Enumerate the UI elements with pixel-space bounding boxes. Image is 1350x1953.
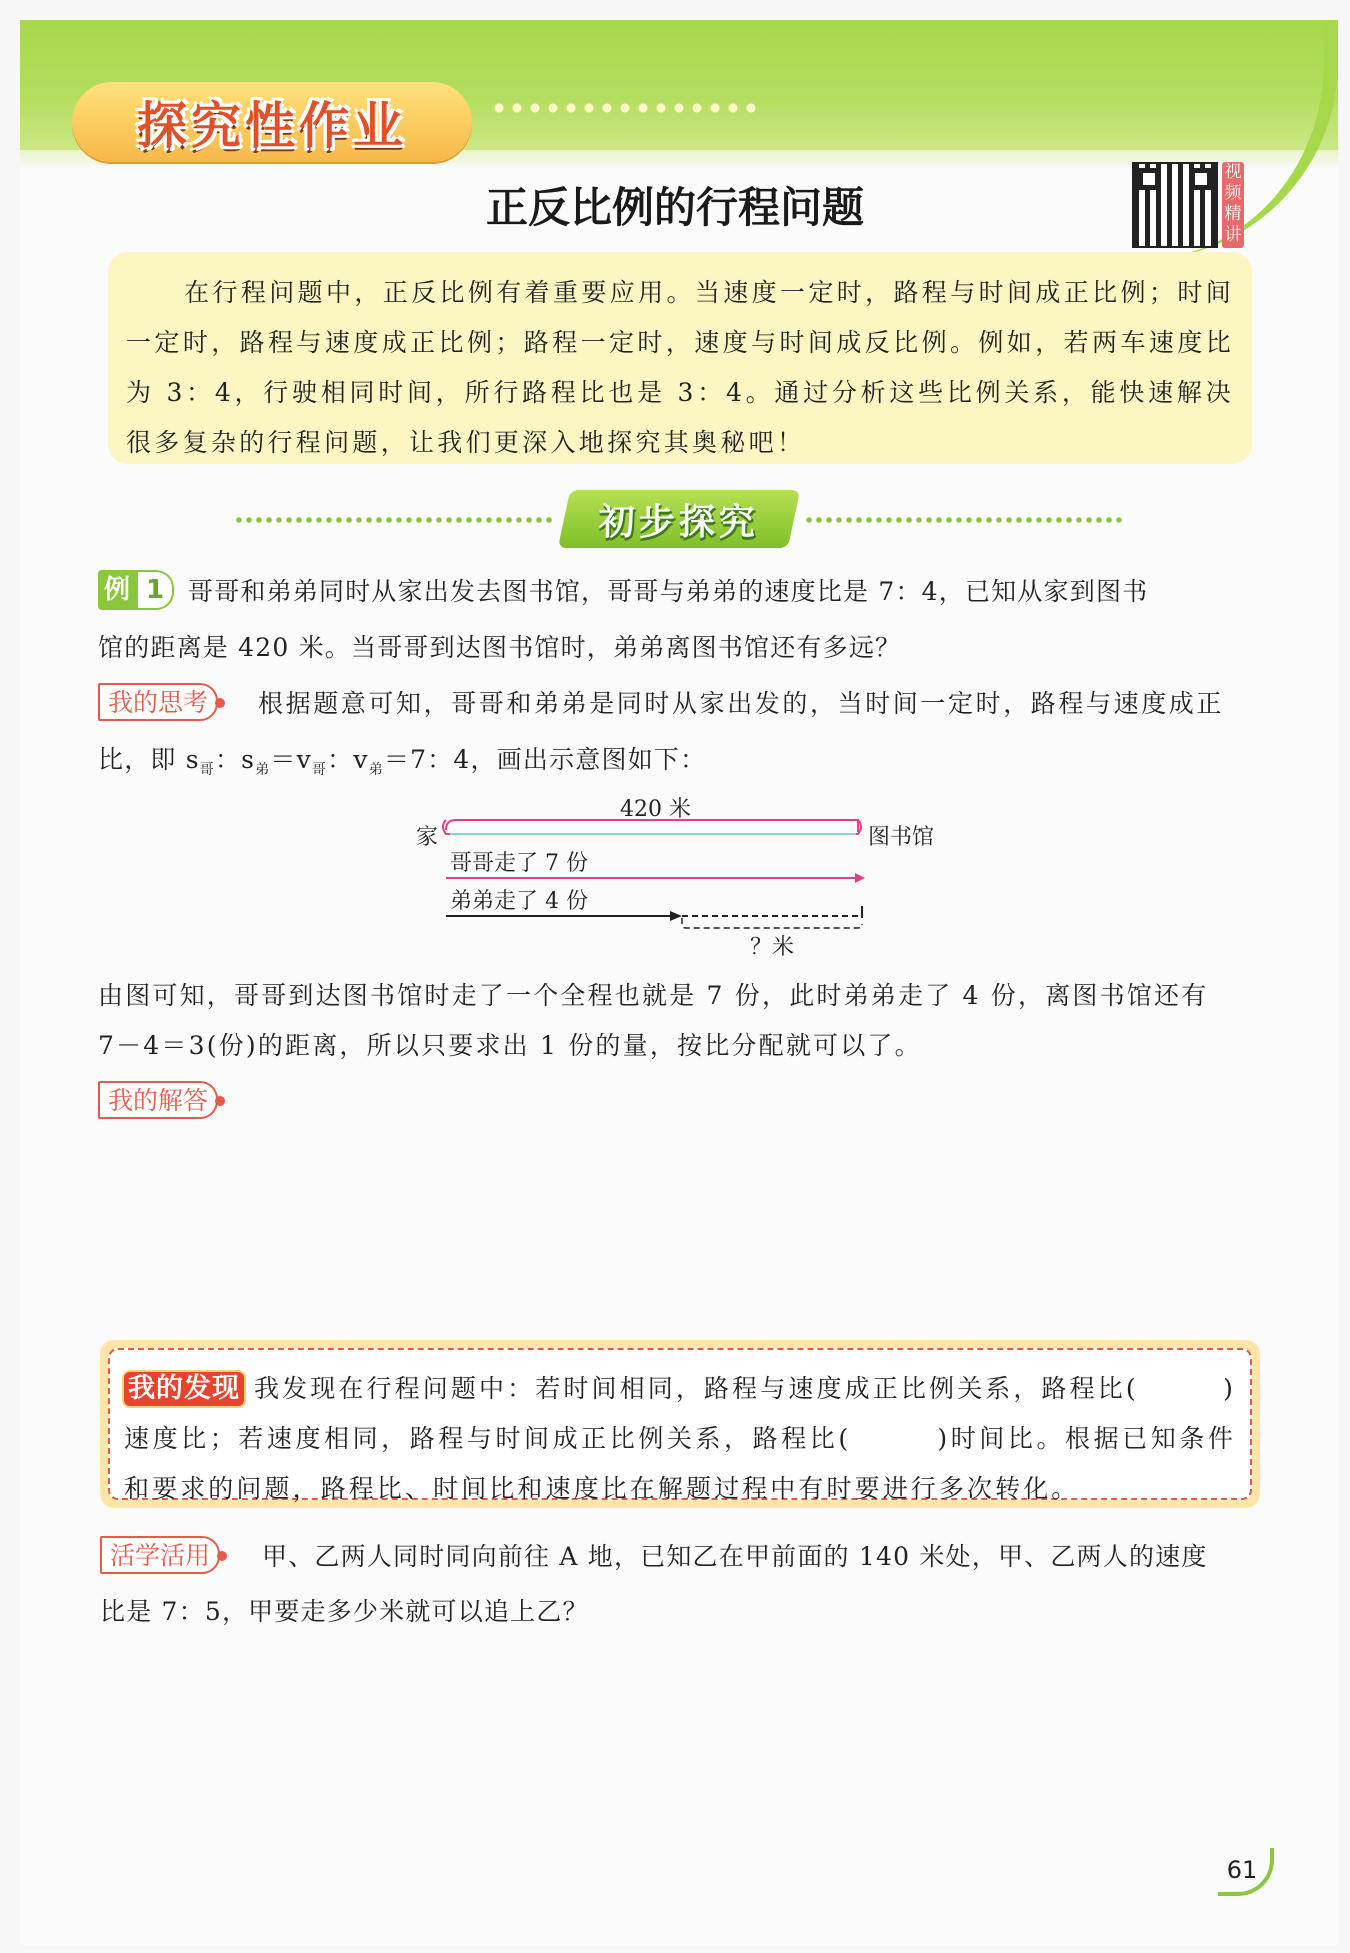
section-badge-label: 探究性作业: [137, 97, 407, 155]
younger-arrowhead: [670, 911, 682, 921]
qr-code-icon[interactable]: [1132, 162, 1218, 248]
practice-answer-area[interactable]: [98, 1640, 1258, 1830]
answer-area[interactable]: [98, 1130, 1258, 1320]
younger-label: 弟弟走了 4 份: [450, 889, 588, 914]
discovery-tag: 我的发现: [124, 1372, 244, 1406]
intro-text: 在行程问题中，正反比例有着重要应用。当速度一定时，路程与时间成正比例；时间一定时，路程与速度成正比例；路程一定时，速度与时间成反比例。例如，若两车速度比为 3：4，行驶相同时间，所行路程比也是 3：4。通过分析这些比例关系，能快速解决很多复杂的行程问题，让我们更深入地探究其奥秘吧！: [126, 278, 1234, 457]
answer-tag: 我的解答: [98, 1081, 218, 1119]
section-badge: [72, 82, 472, 162]
page-title: 正反比例的行程问题: [485, 183, 864, 232]
decorative-dots: [490, 102, 760, 114]
analysis-line-1: 由图可知，哥哥到达图书馆时走了一个全程也就是 7 份，此时弟弟走了 4 份，离图书馆还有: [98, 981, 1209, 1010]
start-label: 家: [416, 825, 439, 850]
discovery-inner: [108, 1348, 1252, 1503]
subsection-title: 初步探究: [598, 501, 759, 543]
dotted-divider-right: [804, 517, 1124, 523]
practice-tag: 活学活用: [100, 1536, 220, 1574]
page-number: 61: [1226, 1856, 1258, 1884]
thinking-line-2: 比，即 $s_哥$：$s_弟=v_哥$：$v_弟=7$：4，画出示意图如下：: [98, 745, 707, 778]
total-distance-label: 420 米: [620, 797, 691, 822]
brother-label: 哥哥走了 7 份: [450, 851, 588, 876]
discovery-box: [100, 1340, 1260, 1508]
qr-video-label[interactable]: 视频精讲: [1222, 162, 1244, 248]
example-tag-label: 例: [98, 570, 136, 610]
example-line-1: 哥哥和弟弟同时从家出发去图书馆，哥哥与弟弟的速度比是 7：4，已知从家到图书: [188, 577, 1149, 606]
analysis-line-2: 7－4＝3(份)的距离，所以只要求出 1 份的量，按比分配就可以了。: [98, 1031, 922, 1060]
practice-line-2: 比是 7：5，甲要走多少米就可以追上乙？: [100, 1597, 589, 1626]
end-label: 图书馆: [868, 825, 935, 850]
example-tag-number: 1: [136, 570, 174, 610]
practice-line-1: 甲、乙两人同时同向前往 A 地，已知乙在甲前面的 140 米处，甲、乙两人的速度: [262, 1542, 1208, 1571]
subsection-badge: [558, 490, 800, 548]
unknown-distance-label: ？米: [750, 935, 795, 960]
example-line-2: 馆的距离是 420 米。当哥哥到达图书馆时，弟弟离图书馆还有多远？: [98, 633, 902, 662]
thinking-tag: 我的思考: [98, 683, 218, 721]
example-tag: [98, 570, 176, 610]
intro-box: [108, 252, 1252, 464]
brother-arrowhead: [855, 873, 865, 883]
distance-diagram: [410, 790, 970, 960]
thinking-line-1: 根据题意可知，哥哥和弟弟是同时从家出发的，当时间一定时，路程与速度成正: [258, 689, 1225, 718]
dotted-divider-left: [234, 517, 554, 523]
remaining-brace: [682, 918, 862, 928]
discovery-text: 我发现在行程问题中：若时间相同，路程与速度成正比例关系，路程比( )速度比；若速度相同，路程与时间成正比例关系，路程比( )时间比。根据已知条件和要求的问题，路程比、时间比和速度比在解题过程中有时要进行多次转化。: [124, 1374, 1236, 1503]
subsection-header: [234, 490, 1124, 548]
